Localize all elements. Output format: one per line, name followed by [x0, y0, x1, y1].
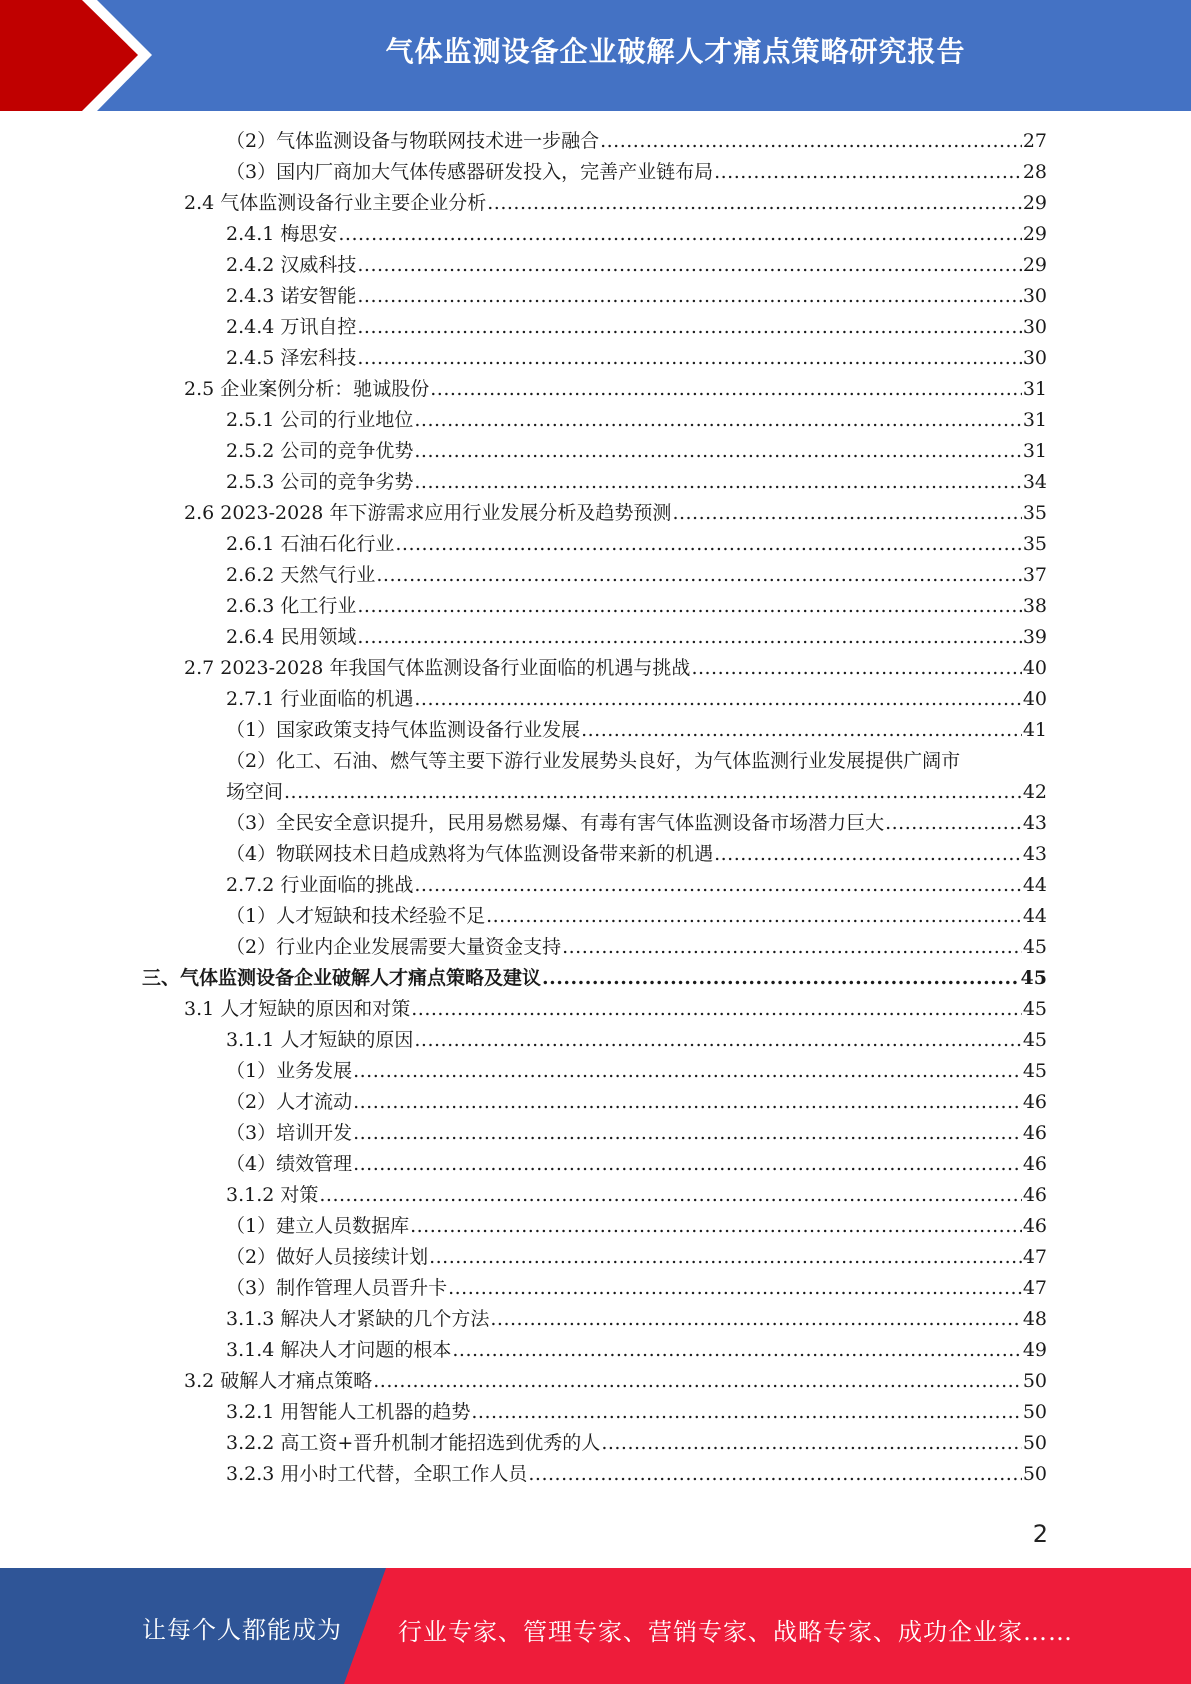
toc-leader-dots	[414, 405, 1021, 436]
toc-entry-label: 3.2.1 用智能人工机器的趋势	[226, 1401, 471, 1423]
header-banner	[0, 0, 1191, 111]
toc-entry-label: 3.2.2 高工资+晋升机制才能招选到优秀的人	[226, 1432, 601, 1454]
toc-leader-dots	[353, 1149, 1022, 1180]
toc-leader-dots	[338, 219, 1021, 250]
toc-entry[interactable]	[184, 498, 1047, 529]
toc-entry-page: 27	[1022, 130, 1047, 152]
toc-leader-dots	[373, 1366, 1022, 1397]
toc-entry[interactable]	[226, 1025, 1047, 1056]
toc-entry-page: 29	[1022, 192, 1047, 214]
toc-entry-label: （1）国家政策支持气体监测设备行业发展	[226, 719, 581, 741]
toc-leader-dots	[414, 1025, 1021, 1056]
toc-entry-label: 2.7 2023-2028 年我国气体监测设备行业面临的机遇与挑战	[184, 657, 691, 679]
toc-entry-label: 三、气体监测设备企业破解人才痛点策略及建议	[142, 967, 542, 989]
toc-entry-page: 37	[1022, 564, 1047, 586]
toc-entry-page: 46	[1022, 1153, 1047, 1175]
toc-entry[interactable]	[226, 126, 1047, 157]
toc-leader-dots	[600, 126, 1022, 157]
toc-leader-dots	[395, 529, 1021, 560]
report-title: 气体监测设备企业破解人才痛点策略研究报告	[385, 35, 966, 68]
toc-entry-label: 2.6.4 民用领域	[226, 626, 357, 648]
toc-entry-label: （1）业务发展	[226, 1060, 353, 1082]
toc-entry-label: 2.5.1 公司的行业地位	[226, 409, 414, 431]
toc-entry[interactable]	[184, 994, 1047, 1025]
toc-entry-label: （2）气体监测设备与物联网技术进一步融合	[226, 130, 600, 152]
toc-entry-label: （1）人才短缺和技术经验不足	[226, 905, 486, 927]
toc-leader-dots	[357, 622, 1021, 653]
toc-leader-dots	[353, 1056, 1022, 1087]
toc-entry-label: 2.4.3 诺安智能	[226, 285, 357, 307]
toc-entry[interactable]	[226, 436, 1047, 467]
toc-leader-dots	[487, 188, 1022, 219]
toc-leader-dots	[414, 467, 1021, 498]
toc-chapter-entry[interactable]	[142, 963, 1047, 994]
toc-entry-page: 35	[1022, 502, 1047, 524]
toc-entry-page: 45	[1022, 1029, 1047, 1051]
toc-entry-page: 40	[1022, 657, 1047, 679]
toc-leader-dots	[414, 870, 1021, 901]
toc-entry[interactable]	[226, 1397, 1047, 1428]
toc-entry-label: 2.5.3 公司的竞争劣势	[226, 471, 414, 493]
toc-entry-label: 2.6.1 石油石化行业	[226, 533, 395, 555]
toc-entry-label: 3.2.3 用小时工代替，全职工作人员	[226, 1463, 528, 1485]
toc-entry-label: 2.7.2 行业面临的挑战	[226, 874, 414, 896]
toc-leader-dots	[357, 281, 1021, 312]
toc-entry-page: 30	[1022, 347, 1047, 369]
toc-entry-page: 50	[1022, 1432, 1047, 1454]
toc-entry[interactable]	[226, 250, 1047, 281]
toc-entry-label: 2.4.4 万讯自控	[226, 316, 357, 338]
toc-entry-page: 44	[1022, 874, 1047, 896]
toc-entry-label: （1）建立人员数据库	[226, 1215, 410, 1237]
toc-leader-dots	[411, 994, 1022, 1025]
toc-leader-dots	[376, 560, 1021, 591]
toc-entry-page: 46	[1022, 1215, 1047, 1237]
toc-entry-page: 48	[1022, 1308, 1047, 1330]
toc-entry[interactable]	[226, 1459, 1047, 1490]
toc-entry-page: 30	[1022, 285, 1047, 307]
toc-entry-page: 28	[1022, 161, 1047, 183]
toc-entry-page: 39	[1022, 626, 1047, 648]
toc-leader-dots	[429, 1242, 1022, 1273]
toc-entry-page: 31	[1022, 409, 1047, 431]
toc-entry[interactable]	[226, 219, 1047, 250]
toc-entry-page: 40	[1022, 688, 1047, 710]
toc-entry-label: 3.1.4 解决人才问题的根本	[226, 1339, 452, 1361]
toc-entry-page: 41	[1022, 719, 1047, 741]
toc-entry-label: 2.6.3 化工行业	[226, 595, 357, 617]
toc-entry[interactable]	[226, 715, 1047, 746]
toc-leader-dots	[414, 684, 1021, 715]
toc-leader-dots	[319, 1180, 1021, 1211]
toc-entry-page: 31	[1022, 378, 1047, 400]
toc-entry-label: 2.6 2023-2028 年下游需求应用行业发展分析及趋势预测	[184, 502, 672, 524]
toc-entry-label: 2.5 企业案例分析：驰诚股份	[184, 378, 430, 400]
toc-leader-dots	[357, 250, 1021, 281]
toc-entry-label: 3.1.1 人才短缺的原因	[226, 1029, 414, 1051]
toc-entry-page: 46	[1022, 1122, 1047, 1144]
toc-leader-dots	[581, 715, 1022, 746]
toc-leader-dots	[490, 1304, 1021, 1335]
toc-entry-label: （4）绩效管理	[226, 1153, 353, 1175]
toc-entry[interactable]	[226, 777, 1047, 808]
toc-entry[interactable]	[226, 1118, 1047, 1149]
toc-entry-label: （3）制作管理人员晋升卡	[226, 1277, 448, 1299]
toc-entry-page: 45	[1022, 936, 1047, 958]
toc-entry-label: 2.4.2 汉威科技	[226, 254, 357, 276]
toc-entry-page: 50	[1022, 1463, 1047, 1485]
toc-leader-dots	[471, 1397, 1021, 1428]
toc-leader-dots	[714, 839, 1022, 870]
toc-leader-dots	[353, 1118, 1022, 1149]
toc-entry[interactable]	[226, 808, 1047, 839]
toc-leader-dots	[430, 374, 1022, 405]
toc-entry[interactable]	[226, 839, 1047, 870]
toc-leader-dots	[284, 777, 1022, 808]
toc-entry[interactable]	[226, 343, 1047, 374]
toc-leader-dots	[410, 1211, 1022, 1242]
toc-entry-label: （4）物联网技术日趋成熟将为气体监测设备带来新的机遇	[226, 843, 714, 865]
toc-entry-page: 49	[1022, 1339, 1047, 1361]
toc-entry[interactable]	[226, 870, 1047, 901]
toc-entry[interactable]	[226, 684, 1047, 715]
toc-entry-page: 29	[1022, 223, 1047, 245]
toc-entry-page: 35	[1022, 533, 1047, 555]
page-number: 2	[1032, 1520, 1048, 1548]
toc-leader-dots	[414, 436, 1021, 467]
toc-entry-label: 3.1 人才短缺的原因和对策	[184, 998, 411, 1020]
toc-entry-page: 45	[1020, 967, 1047, 989]
toc-leader-dots	[357, 591, 1021, 622]
header-chevron-red	[0, 0, 142, 111]
toc-entry-page: 34	[1022, 471, 1047, 493]
toc-leader-dots	[691, 653, 1021, 684]
toc-entry[interactable]	[226, 157, 1047, 188]
toc-entry-page: 43	[1022, 812, 1047, 834]
toc-entry[interactable]	[226, 1211, 1047, 1242]
toc-leader-dots	[714, 157, 1022, 188]
toc-entry-label: 2.5.2 公司的竞争优势	[226, 440, 414, 462]
toc-entry-page: 50	[1022, 1401, 1047, 1423]
toc-leader-dots	[601, 1428, 1022, 1459]
toc-leader-dots	[452, 1335, 1021, 1366]
toc-entry[interactable]	[226, 1428, 1047, 1459]
toc-entry-page: 45	[1022, 1060, 1047, 1082]
toc-entry[interactable]	[184, 374, 1047, 405]
toc-leader-dots	[542, 963, 1020, 994]
toc-leader-dots	[562, 932, 1022, 963]
toc-leader-dots	[357, 312, 1021, 343]
toc-entry-label: （2）人才流动	[226, 1091, 353, 1113]
toc-entry-page: 42	[1022, 781, 1047, 803]
toc-entry-page: 46	[1022, 1184, 1047, 1206]
toc-entry[interactable]	[226, 1180, 1047, 1211]
toc-entry[interactable]	[226, 1304, 1047, 1335]
toc-leader-dots	[486, 901, 1022, 932]
toc-entry-label: （3）培训开发	[226, 1122, 353, 1144]
toc-entry[interactable]	[226, 560, 1047, 591]
toc-entry[interactable]	[226, 1242, 1047, 1273]
toc-entry[interactable]	[226, 281, 1047, 312]
toc-entry[interactable]	[184, 1366, 1047, 1397]
toc-entry[interactable]	[226, 405, 1047, 436]
toc-entry[interactable]	[226, 1273, 1047, 1304]
toc-entry-page: 46	[1022, 1091, 1047, 1113]
toc-entry-page: 43	[1022, 843, 1047, 865]
toc-entry-label: 2.4.5 泽宏科技	[226, 347, 357, 369]
toc-entry[interactable]	[226, 1335, 1047, 1366]
toc-entry-label: （3）全民安全意识提升，民用易燃易爆、有毒有害气体监测设备市场潜力巨大	[226, 812, 885, 834]
toc-entry-label: 2.6.2 天然气行业	[226, 564, 376, 586]
toc-leader-dots	[448, 1273, 1022, 1304]
toc-entry[interactable]	[226, 901, 1047, 932]
toc-entry-label: 场空间	[226, 781, 284, 803]
toc-entry-page: 47	[1022, 1246, 1047, 1268]
toc-entry-label: 2.4 气体监测设备行业主要企业分析	[184, 192, 487, 214]
toc-entry[interactable]	[226, 591, 1047, 622]
toc-entry-label: 3.1.2 对策	[226, 1184, 319, 1206]
toc-entry-page: 30	[1022, 316, 1047, 338]
toc-entry[interactable]	[226, 932, 1047, 963]
toc-leader-dots	[353, 1087, 1022, 1118]
footer-slogan-right: 行业专家、管理专家、营销专家、战略专家、成功企业家……	[398, 1618, 1073, 1646]
toc-entry[interactable]	[226, 529, 1047, 560]
toc-entry-page: 31	[1022, 440, 1047, 462]
toc-leader-dots	[357, 343, 1021, 374]
toc-entry-page: 38	[1022, 595, 1047, 617]
toc-entry[interactable]	[226, 1149, 1047, 1180]
toc-entry-page: 44	[1022, 905, 1047, 927]
toc-entry-label: （2）做好人员接续计划	[226, 1246, 429, 1268]
toc-leader-dots	[672, 498, 1021, 529]
toc-entry[interactable]	[226, 1087, 1047, 1118]
toc-entry[interactable]	[184, 188, 1047, 219]
toc-entry-label: （2）行业内企业发展需要大量资金支持	[226, 936, 562, 958]
toc-entry-page: 50	[1022, 1370, 1047, 1392]
toc-entry-label: 3.2 破解人才痛点策略	[184, 1370, 373, 1392]
toc-entry-label: （3）国内厂商加大气体传感器研发投入，完善产业链布局	[226, 161, 714, 183]
toc-entry-label: 3.1.3 解决人才紧缺的几个方法	[226, 1308, 490, 1330]
footer-banner	[0, 1568, 1191, 1684]
toc-leader-dots	[528, 1459, 1021, 1490]
footer-slogan-left: 让每个人都能成为	[142, 1616, 342, 1644]
toc-entry-page: 29	[1022, 254, 1047, 276]
toc-entry[interactable]	[226, 1056, 1047, 1087]
toc-entry[interactable]	[226, 622, 1047, 653]
toc-entry[interactable]	[184, 653, 1047, 684]
toc-leader-dots	[885, 808, 1022, 839]
toc-entry-label: 2.4.1 梅思安	[226, 223, 338, 245]
toc-entry-label: 2.7.1 行业面临的机遇	[226, 688, 414, 710]
toc-entry[interactable]	[226, 467, 1047, 498]
toc-entry-page: 45	[1022, 998, 1047, 1020]
toc-entry[interactable]	[226, 312, 1047, 343]
toc-entry-wrapped-line[interactable]: （2）化工、石油、燃气等主要下游行业发展势头良好，为气体监测行业发展提供广阔市	[226, 750, 961, 772]
toc-entry-page: 47	[1022, 1277, 1047, 1299]
